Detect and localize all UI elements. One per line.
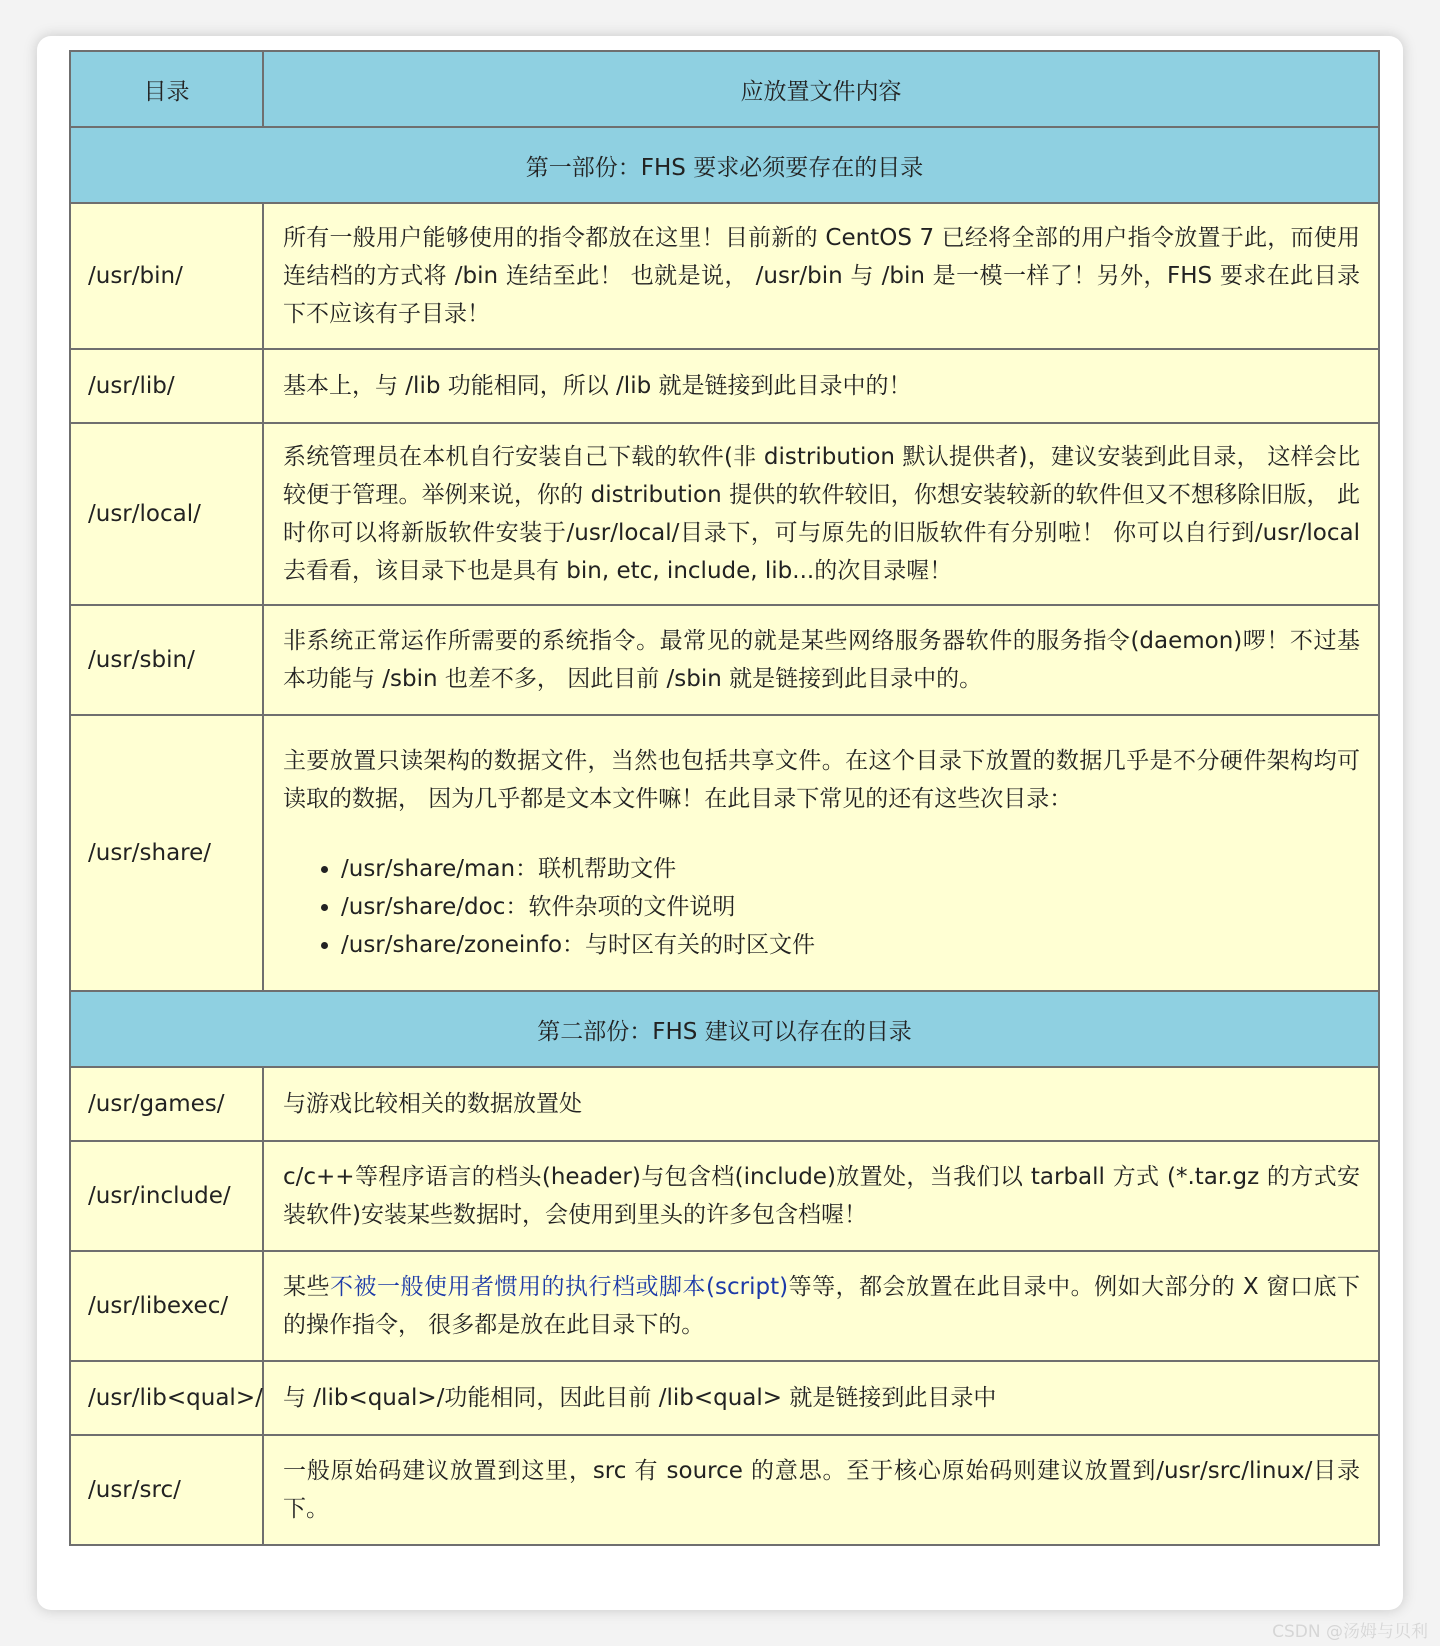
libexec-desc-pre: 某些 [283, 1274, 331, 1300]
dir-cell: /usr/include/ [70, 1141, 263, 1251]
table-row [70, 1435, 1379, 1545]
desc-cell [263, 715, 1379, 991]
desc-cell: c/c++等程序语言的档头(header)与包含档(include)放置处，当我们以 tarball 方式 (*.tar.gz 的方式安装软件)安装某些数据时，会使用到里头的许多包含档喔！ [263, 1141, 1379, 1251]
dir-cell: /usr/sbin/ [70, 605, 263, 715]
watermark: CSDN @汤姆与贝利 [1272, 1622, 1428, 1642]
table-header-row [70, 51, 1379, 127]
desc-cell: 基本上，与 /lib 功能相同，所以 /lib 就是链接到此目录中的！ [263, 349, 1379, 423]
table-row [70, 1067, 1379, 1141]
dir-cell: /usr/lib/ [70, 349, 263, 423]
dir-cell: /usr/src/ [70, 1435, 263, 1545]
desc-cell: 一般原始码建议放置到这里，src 有 source 的意思。至于核心原始码则建议放置到/usr/src/linux/目录下。 [263, 1435, 1379, 1545]
table-row [70, 1251, 1379, 1361]
share-subdir-list [283, 850, 1360, 964]
dir-cell: /usr/libexec/ [70, 1251, 263, 1361]
table-row [70, 1141, 1379, 1251]
table-row [70, 715, 1379, 991]
section-title-1: 第一部份：FHS 要求必须要存在的目录 [70, 127, 1379, 203]
table-row [70, 423, 1379, 605]
desc-cell: 系统管理员在本机自行安装自己下载的软件(非 distribution 默认提供者)，建议安装到此目录， 这样会比较便于管理。举例来说，你的 distribution 提供的软件较旧，你想安装较新的软件但又不想移除旧版， 此时你可以将新版软件安装于/usr/local/目录下，可与原先的旧版软件有分别啦！ 你可以自行到/usr/local 去看看，该目录下也是具有 bin, etc, include, lib...的次目录喔！ [263, 423, 1379, 605]
desc-cell: 非系统正常运作所需要的系统指令。最常见的就是某些网络服务器软件的服务指令(daemon)啰！不过基本功能与 /sbin 也差不多， 因此目前 /sbin 就是链接到此目录中的。 [263, 605, 1379, 715]
libexec-desc-post: 等等，都会放置在此目录中。例如大部分的 X 窗口底下的操作指令， 很多都是放在此目录下的。 [283, 1274, 1360, 1338]
dir-cell: /usr/lib<qual>/ [70, 1361, 263, 1435]
desc-cell: 所有一般用户能够使用的指令都放在这里！目前新的 CentOS 7 已经将全部的用户指令放置于此，而使用连结档的方式将 /bin 连结至此！ 也就是说， /usr/bin 与 /bin 是一模一样了！另外，FHS 要求在此目录下不应该有子目录！ [263, 203, 1379, 349]
list-item: • /usr/share/man：联机帮助文件 [341, 850, 1360, 888]
dir-cell: /usr/games/ [70, 1067, 263, 1141]
table-row [70, 1361, 1379, 1435]
dir-cell: /usr/local/ [70, 423, 263, 605]
dir-cell: /usr/share/ [70, 715, 263, 991]
table-row [70, 605, 1379, 715]
table-row [70, 349, 1379, 423]
list-item: • /usr/share/zoneinfo：与时区有关的时区文件 [341, 926, 1360, 964]
desc-cell: 与 /lib<qual>/功能相同，因此目前 /lib<qual> 就是链接到此目录中 [263, 1361, 1379, 1435]
libexec-highlight-link[interactable]: 不被一般使用者惯用的执行档或脚本(script) [330, 1274, 789, 1300]
table-row [70, 203, 1379, 349]
section-row-2 [70, 991, 1379, 1067]
fhs-usr-table [69, 50, 1380, 1546]
header-content: 应放置文件内容 [263, 51, 1379, 127]
dir-cell: /usr/bin/ [70, 203, 263, 349]
header-directory: 目录 [70, 51, 263, 127]
share-desc-text: 主要放置只读架构的数据文件，当然也包括共享文件。在这个目录下放置的数据几乎是不分硬件架构均可读取的数据， 因为几乎都是文本文件嘛！在此目录下常见的还有这些次目录： [283, 748, 1360, 812]
desc-cell: 与游戏比较相关的数据放置处 [263, 1067, 1379, 1141]
section-row-1 [70, 127, 1379, 203]
desc-cell [263, 1251, 1379, 1361]
list-item: • /usr/share/doc：软件杂项的文件说明 [341, 888, 1360, 926]
section-title-2: 第二部份：FHS 建议可以存在的目录 [70, 991, 1379, 1067]
